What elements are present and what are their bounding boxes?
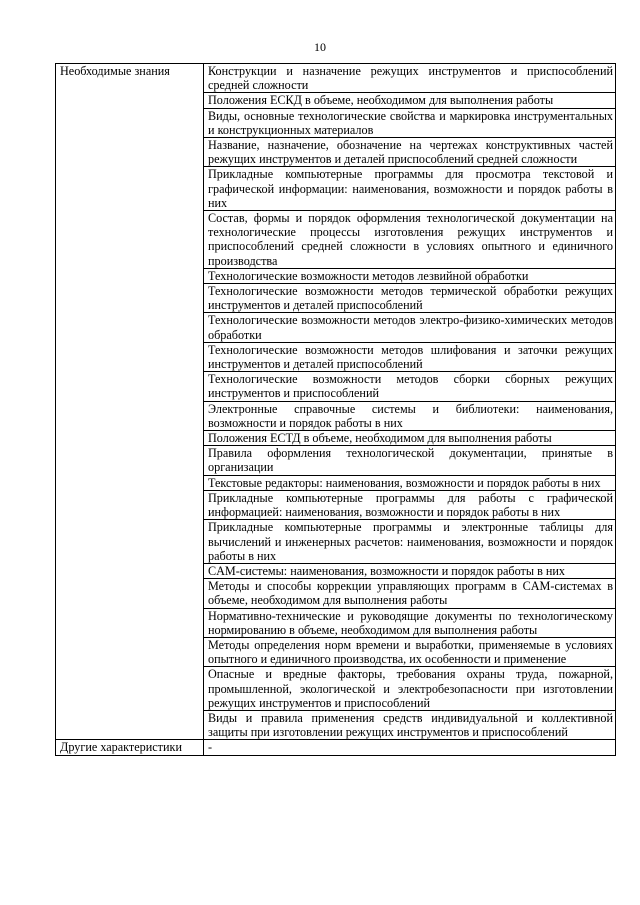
requirement-item: Виды, основные технологические свойства и маркировка инструментальных и конструкционных материалов	[204, 108, 616, 137]
knowledge-table	[55, 63, 616, 756]
knowledge-table-body	[56, 64, 616, 756]
requirement-item: Нормативно-технические и руководящие документы по технологическому нормированию в объеме, необходимом для выполнения работы	[204, 608, 616, 637]
requirement-item: Виды и правила применения средств индивидуальной и коллективной защиты при изготовлении режущих инструментов и приспособлений	[204, 710, 616, 739]
table-row	[56, 64, 616, 93]
requirement-item: CAM-системы: наименования, возможности и порядок работы в них	[204, 563, 616, 578]
requirement-item: Конструкции и назначение режущих инструментов и приспособлений средней сложности	[204, 64, 616, 93]
requirement-item: Положения ЕСТД в объеме, необходимом для выполнения работы	[204, 431, 616, 446]
requirement-item: Технологические возможности методов шлифования и заточки режущих инструментов и деталей приспособлений	[204, 342, 616, 371]
requirement-item: Текстовые редакторы: наименования, возможности и порядок работы в них	[204, 475, 616, 490]
requirement-item: Прикладные компьютерные программы для работы с графической информацией: наименования, возможности и порядок работы в них	[204, 490, 616, 519]
requirement-item: Название, назначение, обозначение на чертежах конструктивных частей режущих инструментов и деталей приспособлений средней сложности	[204, 138, 616, 167]
requirement-item: -	[204, 740, 616, 755]
requirement-item: Технологические возможности методов сборки сборных режущих инструментов и приспособлений	[204, 372, 616, 401]
requirement-item: Технологические возможности методов электро-физико-химических методов обработки	[204, 313, 616, 342]
requirement-item: Электронные справочные системы и библиотеки: наименования, возможности и порядок работы в них	[204, 401, 616, 430]
requirement-item: Технологические возможности методов термической обработки режущих инструментов и деталей приспособлений	[204, 284, 616, 313]
requirement-item: Положения ЕСКД в объеме, необходимом для выполнения работы	[204, 93, 616, 108]
page-number: 10	[314, 40, 326, 54]
section-label: Другие характеристики	[56, 740, 204, 755]
requirement-item: Методы и способы коррекции управляющих программ в CAM-системах в объеме, необходимом для выполнения работы	[204, 579, 616, 608]
section-label: Необходимые знания	[56, 64, 204, 740]
requirement-item: Правила оформления технологической документации, принятые в организации	[204, 446, 616, 475]
requirement-item: Методы определения норм времени и выработки, применяемые в условиях опытного и единичного производства, их особенности и применение	[204, 637, 616, 666]
requirement-item: Прикладные компьютерные программы для просмотра текстовой и графической информации: наименования, возможности и порядок работы в них	[204, 167, 616, 211]
requirement-item: Прикладные компьютерные программы и электронные таблицы для вычислений и инженерных расчетов: наименования, возможности и порядок работы в них	[204, 520, 616, 564]
requirement-item: Опасные и вредные факторы, требования охраны труда, пожарной, промышленной, экологической и электробезопасности при изготовлении режущих инструментов и приспособлений	[204, 667, 616, 711]
requirement-item: Состав, формы и порядок оформления технологической документации на технологические процессы изготовления режущих инструментов и приспособлений средней сложности в условиях опытного и единичного производства	[204, 211, 616, 269]
requirement-item: Технологические возможности методов лезвийной обработки	[204, 268, 616, 283]
table-row	[56, 740, 616, 755]
